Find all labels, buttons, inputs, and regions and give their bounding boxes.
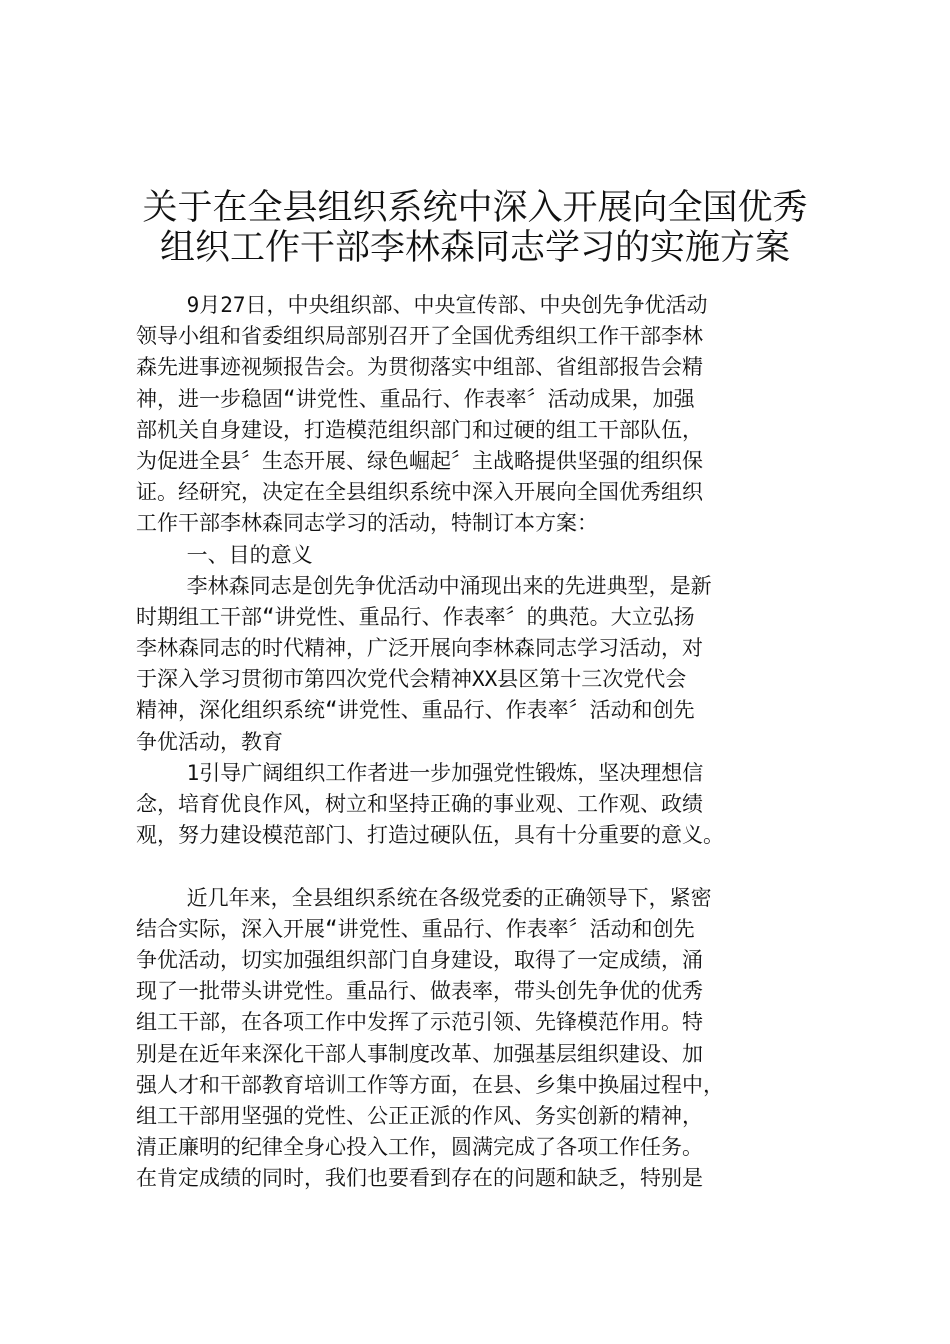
text-line: 念，培育优良作风，树立和坚持正确的事业观、工作观、政绩 bbox=[136, 792, 703, 816]
document-title-line-1: 关于在全县组织系统中深入开展向全国优秀 bbox=[142, 188, 808, 228]
text-line: 森先进事迹视频报告会。为贯彻落实中组部、省组部报告会精 bbox=[136, 355, 703, 380]
text-line: 争优活动，教育 bbox=[136, 729, 283, 754]
paragraph-guidance bbox=[136, 758, 836, 852]
text-line: 强人才和干部教育培训工作等方面，在县、乡集中换届过程中， bbox=[136, 1072, 724, 1097]
paragraph-gap bbox=[136, 851, 836, 882]
text-line: 李林森同志是创先争优活动中涌现出来的先进典型，是新 bbox=[136, 573, 712, 598]
text-line: 领导小组和省委组织局部别召开了全国优秀组织工作干部李林 bbox=[136, 324, 703, 349]
text-line: 时期组工干部“讲党性、重品行、作表率〞的典范。大立弘扬 bbox=[136, 604, 695, 629]
text-line: 在肯定成绩的同时，我们也要看到存在的问题和缺乏，特别是 bbox=[136, 1166, 703, 1191]
text-line: 9月27日，中央组织部、中央宣传部、中央创先争优活动 bbox=[136, 293, 708, 317]
text-line: 于深入学习贯彻市第四次党代会精神XX县区第十三次党代会 bbox=[136, 667, 687, 692]
text-line: 清正廉明的纪律全身心投入工作，圆满完成了各项工作任务。 bbox=[136, 1135, 703, 1160]
text-line: 别是在近年来深化干部人事制度改革、加强基层组织建设、加 bbox=[136, 1041, 703, 1066]
text-line: 现了一批带头讲党性。重品行、做表率，带头创先争优的优秀 bbox=[136, 979, 703, 1004]
document-body bbox=[136, 290, 836, 1194]
text-line: 工作干部李林森同志学习的活动，特制订本方案： bbox=[136, 511, 598, 536]
text-line: 精神，深化组织系统“讲党性、重品行、作表率〞活动和创先 bbox=[136, 698, 695, 723]
text-line: 组工干部用坚强的党性、公正正派的作风、务实创新的精神， bbox=[136, 1103, 703, 1128]
text-line: 李林森同志的时代精神，广泛开展向李林森同志学习活动，对 bbox=[136, 636, 703, 661]
document-title-line-2: 组织工作干部李林森同志学习的实施方案 bbox=[159, 228, 790, 268]
text-line: 争优活动，切实加强组织部门自身建设，取得了一定成绩，涌 bbox=[136, 947, 703, 972]
text-line: 组工干部，在各项工作中发挥了示范引领、先锋模范作用。特 bbox=[136, 1010, 703, 1035]
paragraph-intro bbox=[136, 290, 836, 540]
text-line: 1引导广阔组织工作者进一步加强党性锻炼，坚决理想信 bbox=[136, 760, 704, 785]
paragraph-recent-years bbox=[136, 883, 836, 1195]
text-line: 部机关自身建设，打造模范组织部门和过硬的组工干部队伍， bbox=[136, 417, 703, 442]
text-line: 证。经研究，决定在全县组织系统中深入开展向全国优秀组织 bbox=[136, 480, 703, 505]
text-line: 神，进一步稳固“讲党性、重品行、作表率〞活动成果，加强 bbox=[136, 386, 695, 411]
text-line: 结合实际，深入开展“讲党性、重品行、作表率〞活动和创先 bbox=[136, 916, 695, 941]
paragraph-significance bbox=[136, 571, 836, 758]
section-heading: 一、目的意义 bbox=[136, 542, 313, 567]
text-line: 近几年来，全县组织系统在各级党委的正确领导下，紧密 bbox=[136, 885, 712, 910]
text-line: 观，努力建设模范部门、打造过硬队伍，具有十分重要的意义。 bbox=[136, 823, 724, 848]
text-line: 为促进全县〞生态开展、绿色崛起〞主战略提供坚强的组织保 bbox=[136, 448, 703, 473]
